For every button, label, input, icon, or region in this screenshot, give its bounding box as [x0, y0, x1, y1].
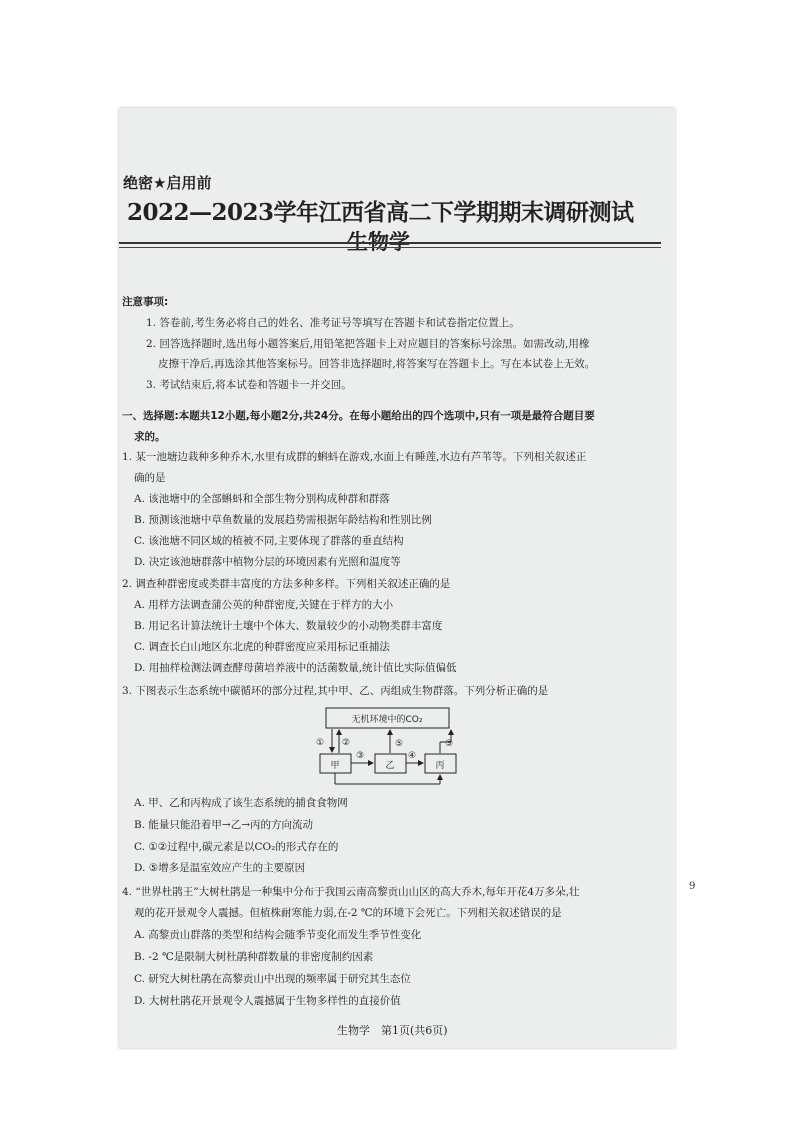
- node-jia-label: 甲: [330, 761, 340, 771]
- question-4-option-b: B. -2 ℃是限制大树杜鹃种群数量的非密度制约因素: [134, 951, 374, 963]
- page-footer: 生物学 第1页(共6页): [337, 1024, 448, 1037]
- question-2-option-b: B. 用记名计算法统计土壤中个体大、数量较少的小动物类群丰富度: [134, 620, 443, 632]
- section-heading: 一、选择题:本题共12小题,每小题2分,共24分。在每小题给出的四个选项中,只有一项是最符合题目要: [122, 410, 595, 422]
- note-item: 皮擦干净后,再选涂其他答案标号。回答非选择题时,将答案写在答题卡上。写在本试卷上无效。: [158, 358, 596, 370]
- question-3-option-b: B. 能量只能沿着甲→乙→丙的方向流动: [134, 819, 313, 831]
- question-3-option-d: D. ⑤增多是温室效应产生的主要原因: [134, 862, 306, 874]
- section-heading-cont: 求的。: [134, 431, 166, 443]
- question-2-option-c: C. 调查长白山地区东北虎的种群密度应采用标记重捕法: [134, 641, 390, 653]
- question-1-option-d: D. 决定该池塘群落中植物分层的环境因素有光照和温度等: [134, 556, 401, 568]
- process-5a-label: ⑤: [395, 739, 404, 749]
- process-4-label: ④: [408, 751, 417, 761]
- question-1-option-b: B. 预测该池塘中草鱼数量的发展趋势需根据年龄结构和性别比例: [134, 514, 432, 526]
- question-4-stem: 4. “世界杜鹃王”大树杜鹃是一种集中分布于我国云南高黎贡山山区的高大乔木,每年开花4万多朵,壮: [122, 886, 580, 898]
- exam-paper: [119, 108, 696, 1048]
- note-item: 1. 答卷前,考生务必将自己的姓名、准考证号等填写在答题卡和试卷指定位置上。: [146, 317, 520, 329]
- process-5b-label: ⑤: [445, 739, 454, 749]
- exam-title: 2022—2023学年江西省高二下学期期末调研测试: [127, 199, 634, 226]
- question-2-option-a: A. 用样方法调查蒲公英的种群密度,关键在于样方的大小: [134, 599, 394, 611]
- question-4-option-a: A. 高黎贡山群落的类型和结构会随季节变化而发生季节性变化: [134, 929, 422, 941]
- question-4-stem-cont: 观的花开景观令人震撼。但植株耐寒能力弱,在-2 ℃的环境下会死亡。下列相关叙述错误的是: [134, 907, 562, 919]
- question-3-stem: 3. 下图表示生态系统中碳循环的部分过程,其中甲、乙、丙组成生物群落。下列分析正确的是: [122, 685, 549, 697]
- margin-mark: 9: [689, 881, 696, 892]
- question-3-option-a: A. 甲、乙和丙构成了该生态系统的捕食食物网: [134, 797, 348, 809]
- question-1-stem-cont: 确的是: [134, 472, 166, 484]
- process-1-label: ①: [316, 738, 325, 748]
- question-4-option-c: C. 研究大树杜鹃在高黎贡山中出现的频率属于研究其生态位: [134, 973, 411, 985]
- question-2-option-d: D. 用抽样检测法调查酵母菌培养液中的活菌数量,统计值比实际值偏低: [134, 662, 457, 674]
- notes-heading: 注意事项:: [122, 296, 169, 308]
- subject-title: 生物学: [347, 230, 410, 254]
- question-4-option-d: D. 大树杜鹃花开景观令人震撼属于生物多样性的直接价值: [134, 995, 401, 1007]
- question-2-stem: 2. 调查种群密度或类群丰富度的方法多种多样。下列相关叙述正确的是: [122, 578, 451, 590]
- question-1-option-a: A. 该池塘中的全部蝌蚪和全部生物分别构成种群和群落: [134, 493, 390, 505]
- question-1-stem: 1. 某一池塘边栽种多种乔木,水里有成群的蝌蚪在游戏,水面上有睡莲,水边有芦苇等。下列相关叙述正: [122, 451, 587, 463]
- question-3-option-c: C. ①②过程中,碳元素是以CO₂的形式存在的: [134, 841, 339, 853]
- process-2-label: ②: [342, 738, 351, 748]
- note-item: 3. 考试结束后,将本试卷和答题卡一并交回。: [146, 379, 352, 391]
- confidential-label: 绝密★启用前: [123, 174, 212, 192]
- question-1-option-c: C. 该池塘不同区域的植被不同,主要体现了群落的垂直结构: [134, 535, 404, 547]
- inorganic-co2-label: 无机环境中的CO₂: [351, 715, 423, 725]
- node-yi-label: 乙: [385, 761, 395, 771]
- process-3-label: ③: [356, 751, 365, 761]
- node-bing-label: 丙: [435, 761, 445, 771]
- note-item: 2. 回答选择题时,选出每小题答案后,用铅笔把答题卡上对应题目的答案标号涂黑。如需改动,用橡: [146, 338, 590, 350]
